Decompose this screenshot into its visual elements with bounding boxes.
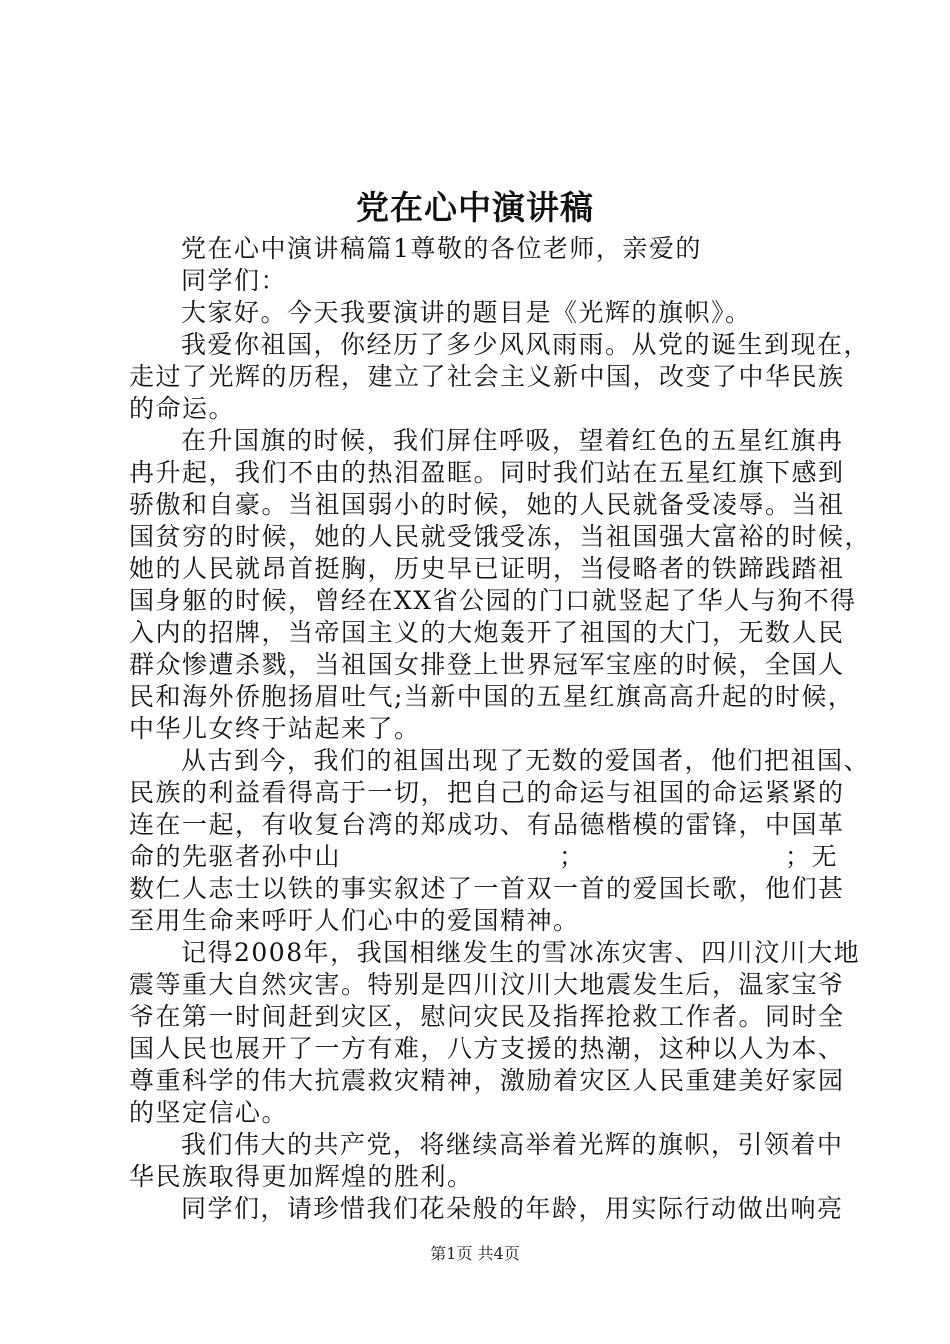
text-line: 我爱你祖国，你经历了多少风风雨雨。从党的诞生到现在， xyxy=(181,330,871,359)
text-line: 入内的招牌，当帝国主义的大炮轰开了祖国的大门，无数人民 xyxy=(129,618,845,647)
text-line: 的命运。 xyxy=(129,394,236,423)
text-line: 她的人民就昂首挺胸，历史早已证明，当侵略者的铁蹄践踏祖 xyxy=(129,554,845,583)
text-line: 连在一起，有收复台湾的郑成功、有品德楷模的雷锋，中国革 xyxy=(129,810,845,839)
text-line: 爷在第一时间赶到灾区，慰问灾民及指挥抢救工作者。同时全 xyxy=(129,1002,845,1031)
text-fragment: ； xyxy=(559,842,586,871)
text-line: 在升国旗的时候，我们屏住呼吸，望着红色的五星红旗冉 xyxy=(181,426,844,455)
text-line: 华民族取得更加辉煌的胜利。 xyxy=(129,1162,474,1191)
text-line: 走过了光辉的历程，建立了社会主义新中国，改变了中华民族 xyxy=(129,362,845,391)
text-line: 国贫穷的时候，她的人民就受饿受冻，当祖国强大富裕的时候， xyxy=(129,522,872,551)
text-line: 民和海外侨胞扬眉吐气;当新中国的五星红旗高高升起的时候， xyxy=(129,682,855,711)
text-line: 尊重科学的伟大抗震救灾精神，激励着灾区人民重建美好家园 xyxy=(129,1066,845,1095)
text-line: 民族的利益看得高于一切，把自己的命运与祖国的命运紧紧的 xyxy=(129,778,845,807)
text-fragment: ；无 xyxy=(785,842,839,871)
text-line: 命的先驱者孙中山 xyxy=(129,842,342,871)
text-line: 数仁人志士以铁的事实叙述了一首双一首的爱国长歌，他们甚 xyxy=(129,874,845,903)
text-line: 冉升起，我们不由的热泪盈眶。同时我们站在五星红旗下感到 xyxy=(129,458,845,487)
document-title: 党在心中演讲稿 xyxy=(356,188,594,227)
text-line: 同学们，请珍惜我们花朵般的年龄，用实际行动做出响亮 xyxy=(181,1194,844,1223)
text-line: 我们伟大的共产党，将继续高举着光辉的旗帜，引领着中 xyxy=(181,1130,844,1159)
text-line: 震等重大自然灾害。特别是四川汶川大地震发生后，温家宝爷 xyxy=(129,970,845,999)
text-line: 群众惨遭杀戮，当祖国女排登上世界冠军宝座的时候，全国人 xyxy=(129,650,845,679)
text-line: 中华儿女终于站起来了。 xyxy=(129,714,421,743)
text-line: 国人民也展开了一方有难，八方支援的热潮，这种以人为本、 xyxy=(129,1034,845,1063)
text-line: 同学们： xyxy=(181,266,288,295)
text-line: 党在心中演讲稿篇1尊敬的各位老师，亲爱的 xyxy=(181,234,702,263)
text-line: 至用生命来呼吁人们心中的爱国精神。 xyxy=(129,906,580,935)
text-line: 骄傲和自豪。当祖国弱小的时候，她的人民就备受凌辱。当祖 xyxy=(129,490,845,519)
text-line: 从古到今，我们的祖国出现了无数的爱国者，他们把祖国、 xyxy=(181,746,871,775)
text-line: 的坚定信心。 xyxy=(129,1098,289,1127)
page-number: 第1页 共4页 xyxy=(430,1244,520,1263)
text-line: 记得2008年，我国相继发生的雪冰冻灾害、四川汶川大地 xyxy=(181,938,861,967)
text-line: 国身躯的时候，曾经在XX省公园的门口就竖起了华人与狗不得 xyxy=(129,586,857,615)
text-line: 大家好。今天我要演讲的题目是《光辉的旗帜》。 xyxy=(181,298,752,327)
